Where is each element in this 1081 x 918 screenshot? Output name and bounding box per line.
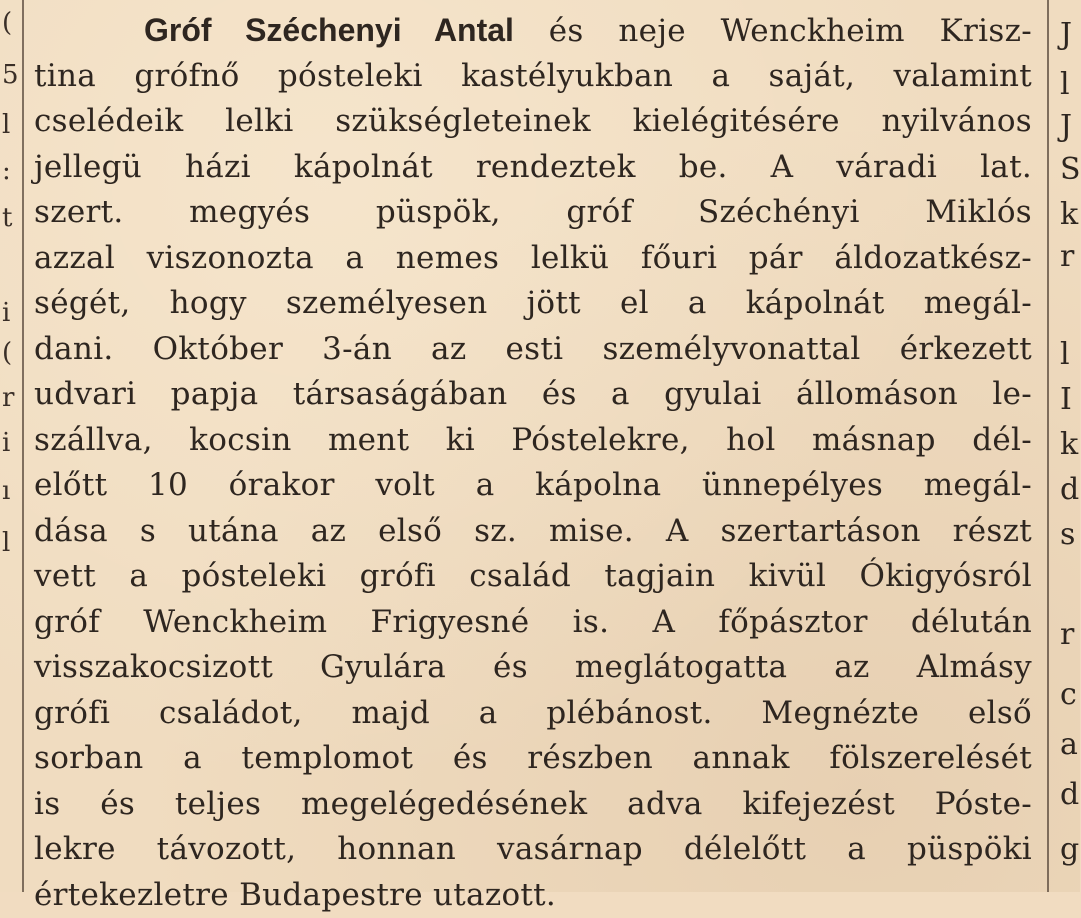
left-fragment: r	[2, 385, 14, 411]
right-column-fragments	[1058, 0, 1080, 892]
left-fragment: i	[2, 430, 10, 456]
right-fragment: l	[1060, 70, 1070, 100]
article-line: szert. megyés püspök, gróf Széchényi Miklós	[34, 190, 1032, 236]
article-line: vett a pósteleki grófi család tagjain kivül Ókigyósról	[34, 554, 1032, 600]
right-fragment: J	[1060, 112, 1072, 142]
right-fragment: d	[1060, 475, 1079, 505]
article-headline-name: Gróf Széchenyi Antal	[144, 12, 514, 48]
article-line	[34, 8, 1032, 54]
article-line: lekre távozott, honnan vasárnap délelőtt a püspöki	[34, 827, 1032, 873]
left-fragment: 5	[2, 62, 19, 88]
left-fragment: l	[2, 112, 10, 138]
right-fragment: k	[1060, 430, 1078, 460]
article-line: azzal viszonozta a nemes lelkü főuri pár áldozatkész-	[34, 236, 1032, 282]
left-fragment: l	[2, 530, 10, 556]
left-fragment: :	[2, 158, 11, 184]
right-fragment: d	[1060, 780, 1079, 810]
article-line: előtt 10 órakor volt a kápolna ünnepélyes megál-	[34, 463, 1032, 509]
left-fragment: i	[2, 300, 10, 326]
right-fragment: r	[1060, 242, 1074, 272]
article-line: grófi családot, majd a plébánost. Megnézte első	[34, 691, 1032, 737]
right-fragment: k	[1060, 200, 1078, 230]
right-fragment: g	[1060, 835, 1079, 865]
right-fragment: r	[1060, 620, 1074, 650]
article-line: jellegü házi kápolnát rendeztek be. A váradi lat.	[34, 145, 1032, 191]
article-line: gróf Wenckheim Frigyesné is. A főpásztor délután	[34, 600, 1032, 646]
left-fragment: (	[2, 340, 12, 366]
article-line: sorban a templomot és részben annak fölszerelését	[34, 736, 1032, 782]
right-fragment: I	[1060, 385, 1072, 415]
right-fragment: a	[1060, 730, 1078, 760]
right-fragment: s	[1060, 520, 1075, 550]
column-rule-left	[22, 0, 24, 892]
left-fragment: t	[2, 205, 12, 231]
article-line: szállva, kocsin ment ki Póstelekre, hol másnap dél-	[34, 418, 1032, 464]
article-line: értekezletre Budapestre utazott.	[34, 873, 1032, 918]
article-line: visszakocsizott Gyulára és meglátogatta az Almásy	[34, 645, 1032, 691]
right-fragment: J	[1060, 20, 1072, 50]
article-line: ségét, hogy személyesen jött el a kápolnát megál-	[34, 281, 1032, 327]
article-line: is és teljes megelégedésének adva kifejezést Póste-	[34, 782, 1032, 828]
article-line: tina grófnő pósteleki kastélyukban a saját, valamint	[34, 54, 1032, 100]
article-line: dani. Október 3-án az esti személyvonattal érkezett	[34, 327, 1032, 373]
article-line: udvari papja társaságában és a gyulai állomáson le-	[34, 372, 1032, 418]
article-body	[34, 8, 1032, 888]
left-fragment: ı	[2, 478, 10, 504]
article-line-rest: és neje Wenckheim Krisz-	[514, 13, 1032, 49]
column-rule-right	[1047, 0, 1049, 892]
article-line: cselédeik lelki szükségleteinek kielégitésére nyilvános	[34, 99, 1032, 145]
article-line: dása s utána az első sz. mise. A szertartáson részt	[34, 509, 1032, 555]
right-fragment: S	[1060, 155, 1081, 185]
left-column-fragments	[0, 0, 18, 892]
right-fragment: l	[1060, 340, 1070, 370]
right-fragment: c	[1060, 680, 1077, 710]
left-fragment: (	[2, 10, 12, 36]
